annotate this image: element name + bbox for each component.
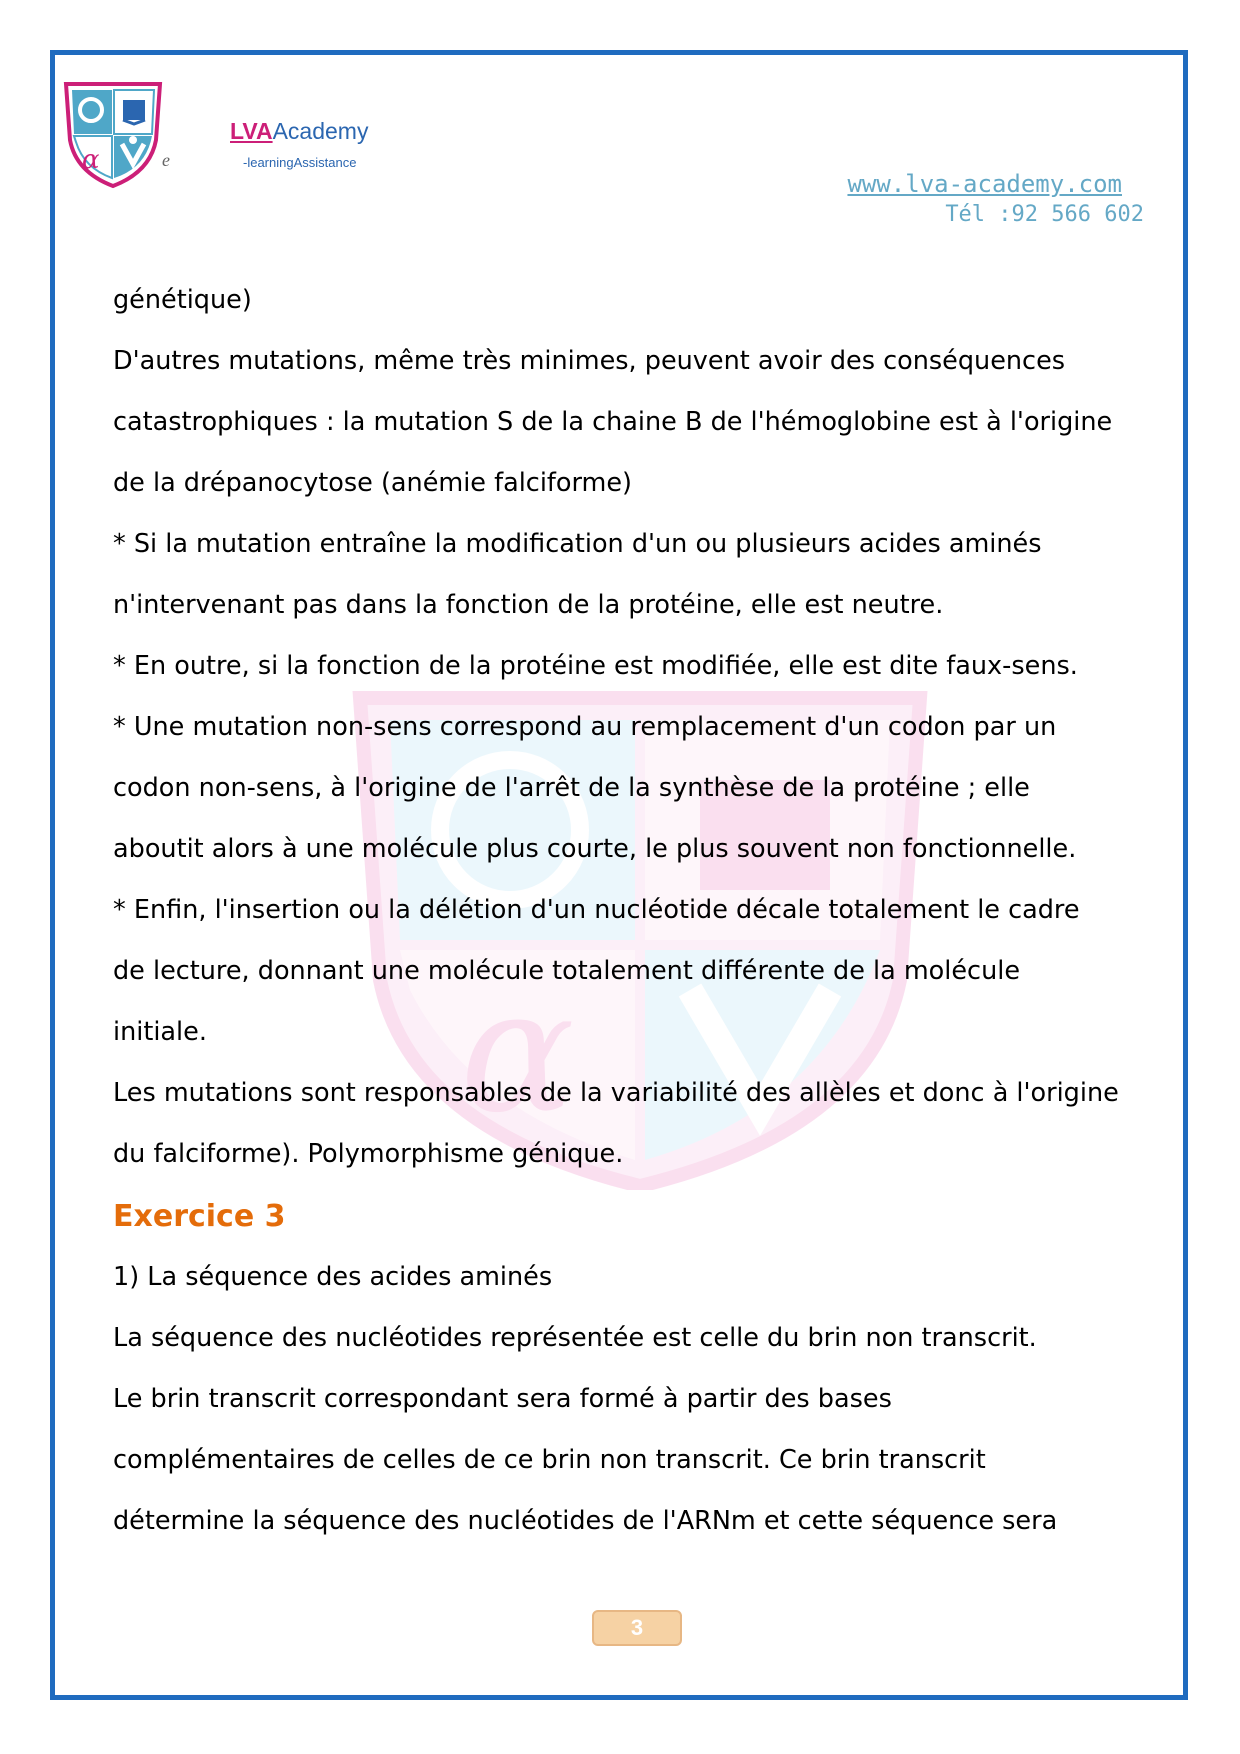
- text-line: de lecture, donnant une molécule totalement différente de la molécule: [113, 956, 1021, 986]
- text-line: détermine la séquence des nucléotides de l'ARNm et cette séquence sera: [113, 1506, 1058, 1536]
- brand-lva: LVA: [230, 118, 273, 144]
- lva-academy-logo: [58, 80, 168, 190]
- text-line: Les mutations sont responsables de la variabilité des allèles et donc à l'origine: [113, 1078, 1119, 1108]
- text-line: La séquence des nucléotides représentée est celle du brin non transcrit.: [113, 1323, 1037, 1353]
- text-line: initiale.: [113, 1017, 207, 1047]
- text-line: * Si la mutation entraîne la modification d'un ou plusieurs acides aminés: [113, 529, 1042, 559]
- text-line: * Enfin, l'insertion ou la délétion d'un nucléotide décale totalement le cadre: [113, 895, 1080, 925]
- text-line: Le brin transcrit correspondant sera formé à partir des bases: [113, 1384, 892, 1414]
- text-line: catastrophiques : la mutation S de la chaine B de l'hémoglobine est à l'origine: [113, 407, 1113, 437]
- text-line: de la drépanocytose (anémie falciforme): [113, 468, 632, 498]
- text-line: * En outre, si la fonction de la protéine est modifiée, elle est dite faux-sens.: [113, 651, 1078, 681]
- phone-number: Tél :92 566 602: [945, 202, 1144, 227]
- svg-text:α: α: [82, 145, 100, 175]
- text-line: D'autres mutations, même très minimes, peuvent avoir des conséquences: [113, 346, 1066, 376]
- text-line: génétique): [113, 285, 252, 315]
- text-line: codon non-sens, à l'origine de l'arrêt de la synthèse de la protéine ; elle: [113, 773, 1030, 803]
- page-number-badge: 3: [592, 1610, 682, 1646]
- svg-text:α: α: [460, 953, 575, 1151]
- brand-academy: Academy: [272, 118, 369, 144]
- website-link[interactable]: www.lva-academy.com: [847, 170, 1122, 198]
- brand-name: [230, 118, 368, 145]
- text-line: n'intervenant pas dans la fonction de la protéine, elle est neutre.: [113, 590, 944, 620]
- document-body: [113, 270, 1163, 1552]
- text-line: 1) La séquence des acides aminés: [113, 1262, 553, 1292]
- section-heading: Exercice 3: [113, 1199, 286, 1234]
- logo-letter: e: [162, 150, 170, 170]
- text-line: du falciforme). Polymorphisme génique.: [113, 1139, 624, 1169]
- text-line: * Une mutation non-sens correspond au remplacement d'un codon par un: [113, 712, 1057, 742]
- brand-tagline: -learningAssistance: [243, 155, 357, 170]
- text-line: aboutit alors à une molécule plus courte, le plus souvent non fonctionnelle.: [113, 834, 1077, 864]
- text-line: complémentaires de celles de ce brin non transcrit. Ce brin transcrit: [113, 1445, 986, 1475]
